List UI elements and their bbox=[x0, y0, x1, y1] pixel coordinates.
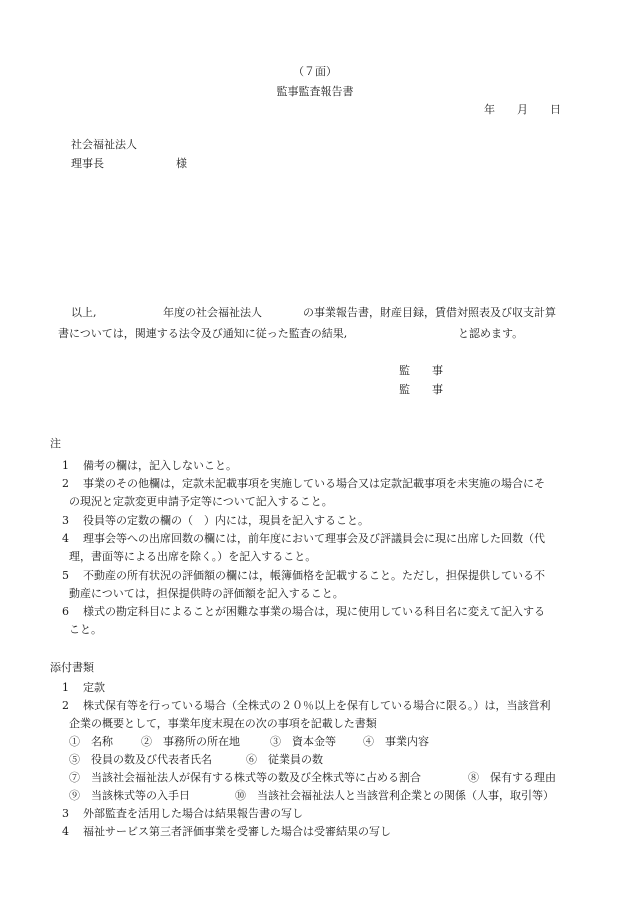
auditor-signature-1: 監 事 bbox=[399, 364, 443, 377]
notes-heading: 注 bbox=[50, 437, 61, 450]
sub-item-relationship: ⑩ 当該社会福祉法人と当該営利企業との関係（人事，取引等） bbox=[235, 789, 554, 802]
attachment-number: 1 bbox=[62, 681, 69, 694]
addressee-org: 社会福祉法人 bbox=[71, 138, 137, 151]
body-text-reports: の事業報告書，財産目録，賃借対照表及び収支計算 bbox=[303, 306, 556, 319]
attachment-item-stock-line1: 株式保有等を行っている場合（全株式の２０％以上を保有している場合に限る。）は，当該営利 bbox=[83, 699, 551, 712]
note-number: 2 bbox=[62, 477, 69, 490]
date-month-label: 月 bbox=[517, 103, 528, 116]
body-text-audit: 書については，関連する法令及び通知に従った監査の結果, bbox=[58, 327, 348, 340]
sub-item-holding-reason: ⑧ 保有する理由 bbox=[468, 771, 556, 784]
attachment-item-articles: 定款 bbox=[83, 681, 105, 694]
attachment-item-stock-line2: 企業の概要として，事業年度末現在の次の事項を記載した書類 bbox=[69, 717, 377, 730]
note-number: 1 bbox=[62, 459, 69, 472]
note-number: 6 bbox=[62, 605, 69, 618]
date-year-label: 年 bbox=[484, 103, 495, 116]
note-text-line: 不動産の所有状況の評価額の欄には，帳簿価格を記載すること。ただし，担保提供している不 bbox=[83, 569, 545, 582]
addressee-chair: 理事長 bbox=[71, 157, 104, 170]
sub-item-acquisition-date: ⑨ 当該株式等の入手日 bbox=[69, 789, 190, 802]
note-text-line: 動産については，担保提供時の評価額を記入すること。 bbox=[69, 587, 344, 600]
note-text-line: 備考の欄は，記入しないこと。 bbox=[83, 459, 237, 472]
note-text-line: の現況と定款変更申請予定等について記入すること。 bbox=[69, 495, 333, 508]
attachment-item-third-party-review: 福祉サービス第三者評価事業を受審した場合は受審結果の写し bbox=[83, 825, 391, 838]
attachments-heading: 添付書類 bbox=[50, 661, 94, 674]
sub-item-officers: ⑤ 役員の数及び代表者氏名 bbox=[69, 753, 212, 766]
sub-item-capital: ③ 資本金等 bbox=[270, 735, 336, 748]
sub-item-office: ② 事務所の所在地 bbox=[141, 735, 240, 748]
sub-item-name: ① 名称 bbox=[69, 735, 113, 748]
note-text-line: こと。 bbox=[69, 623, 102, 636]
note-number: 4 bbox=[62, 532, 69, 545]
sub-item-employees: ⑥ 従業員の数 bbox=[246, 753, 323, 766]
note-number: 5 bbox=[62, 569, 69, 582]
attachment-item-external-audit: 外部監査を活用した場合は結果報告書の写し bbox=[83, 807, 303, 820]
note-number: 3 bbox=[62, 514, 69, 527]
body-text-year: 年度の社会福祉法人 bbox=[163, 306, 262, 319]
body-text-conclusion: と認めます。 bbox=[458, 327, 524, 340]
sub-item-share-ratio: ⑦ 当該社会福祉法人が保有する株式等の数及び全株式等に占める割合 bbox=[69, 771, 421, 784]
note-text-line: 様式の勘定科目によることが困難な事業の場合は，現に使用している科目名に変えて記入する bbox=[83, 605, 545, 618]
sub-item-business: ④ 事業内容 bbox=[363, 735, 429, 748]
note-text-line: 事業のその他欄は，定款未記載事項を実施している場合又は定款記載事項を未実施の場合にそ bbox=[83, 477, 545, 490]
body-text-lead: 以上, bbox=[71, 306, 97, 319]
auditor-signature-2: 監 事 bbox=[399, 383, 443, 396]
document-title: 監事監査報告書 bbox=[276, 85, 354, 98]
attachment-number: 2 bbox=[62, 699, 69, 712]
attachment-number: 3 bbox=[62, 807, 69, 820]
note-text-line: 理事会等への出席回数の欄には，前年度において理事会及び評議員会に現に出席した回数（代 bbox=[83, 532, 545, 545]
note-text-line: 役員等の定数の欄の（ ）内には，現員を記入すること。 bbox=[83, 514, 369, 527]
note-text-line: 理，書面等による出席を除く。）を記入すること。 bbox=[69, 550, 317, 563]
date-day-label: 日 bbox=[550, 103, 561, 116]
page-label: （７面） bbox=[293, 65, 337, 78]
attachment-number: 4 bbox=[62, 825, 69, 838]
addressee-honorific: 様 bbox=[176, 157, 187, 170]
